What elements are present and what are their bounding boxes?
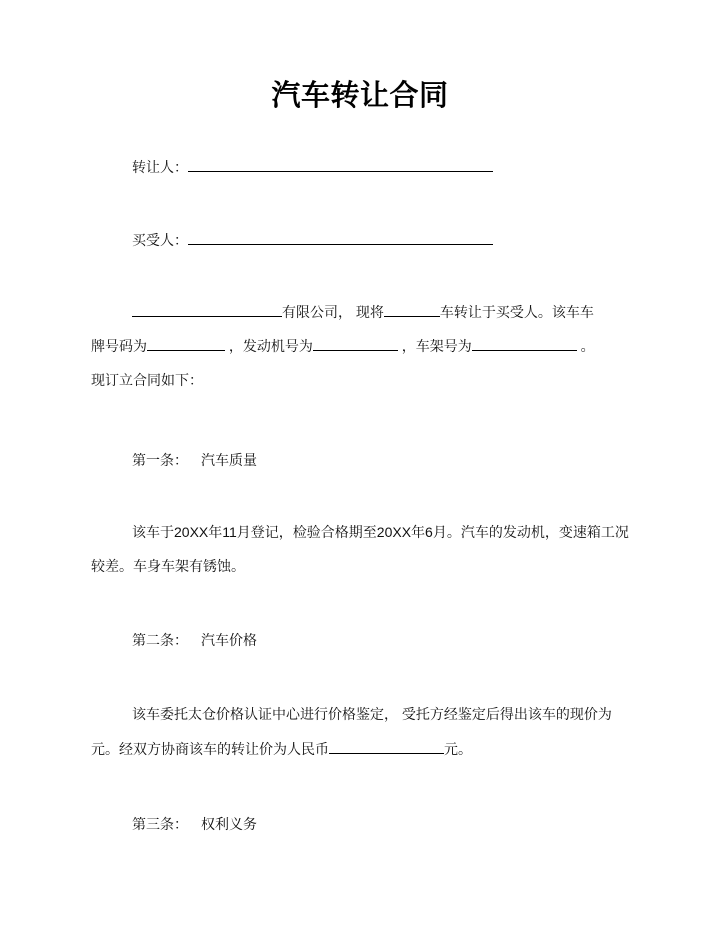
- frame-number-label: ，车架号为: [397, 338, 472, 354]
- intro-line-1: [91, 302, 677, 322]
- company-name-blank: [132, 302, 282, 317]
- engine-number-label: ，发动机号为: [225, 338, 313, 354]
- price-blank: [329, 739, 444, 754]
- section-1-title: 汽车质量: [201, 452, 257, 468]
- engine-number-blank: [313, 336, 398, 351]
- transferor-label: 转让人：: [132, 159, 188, 175]
- section-2-title: 汽车价格: [201, 632, 257, 648]
- price-unit: 元。: [444, 741, 472, 757]
- section-3-heading: [91, 814, 677, 834]
- section-2-heading: [91, 630, 677, 650]
- section-1-number: 第一条：: [132, 452, 188, 468]
- intro-line-2-period: 。: [576, 338, 595, 354]
- section-3-number: 第三条：: [132, 816, 188, 832]
- plate-number-blank: [147, 336, 225, 351]
- section-2-number: 第二条：: [132, 632, 188, 648]
- plate-number-label: 牌号码为: [91, 338, 147, 354]
- buyer-blank: [188, 230, 493, 245]
- car-type-blank: [384, 302, 440, 317]
- section-3-title: 权利义务: [201, 816, 257, 832]
- document-title: 汽车转让合同: [271, 80, 449, 112]
- frame-number-blank: [472, 336, 577, 351]
- price-text: 元。经双方协商该车的转让价为人民币: [91, 741, 329, 757]
- section-1-heading: [91, 450, 677, 470]
- transferor-blank: [188, 157, 493, 172]
- section-2-body-line-1: 该车委托太仓价格认证中心进行价格鉴定， 受托方经鉴定后得出该车的现价为: [132, 706, 612, 722]
- buyer-label: 买受人：: [132, 232, 188, 248]
- section-1-body-line-1: 该车于20XX年11月登记，检验合格期至20XX年6月。汽车的发动机，变速箱工况: [132, 524, 629, 540]
- buyer-line: [91, 230, 677, 250]
- intro-line-3: 现订立合同如下：: [91, 372, 203, 388]
- section-2-body-line-2: [91, 739, 636, 759]
- intro-text-1: 有限公司， 现将: [282, 304, 384, 320]
- intro-line-2: [91, 336, 636, 356]
- transferor-line: [91, 157, 677, 177]
- section-1-body-line-2: 较差。车身车架有锈蚀。: [91, 558, 245, 574]
- intro-text-2: 车转让于买受人。该车车: [439, 304, 594, 320]
